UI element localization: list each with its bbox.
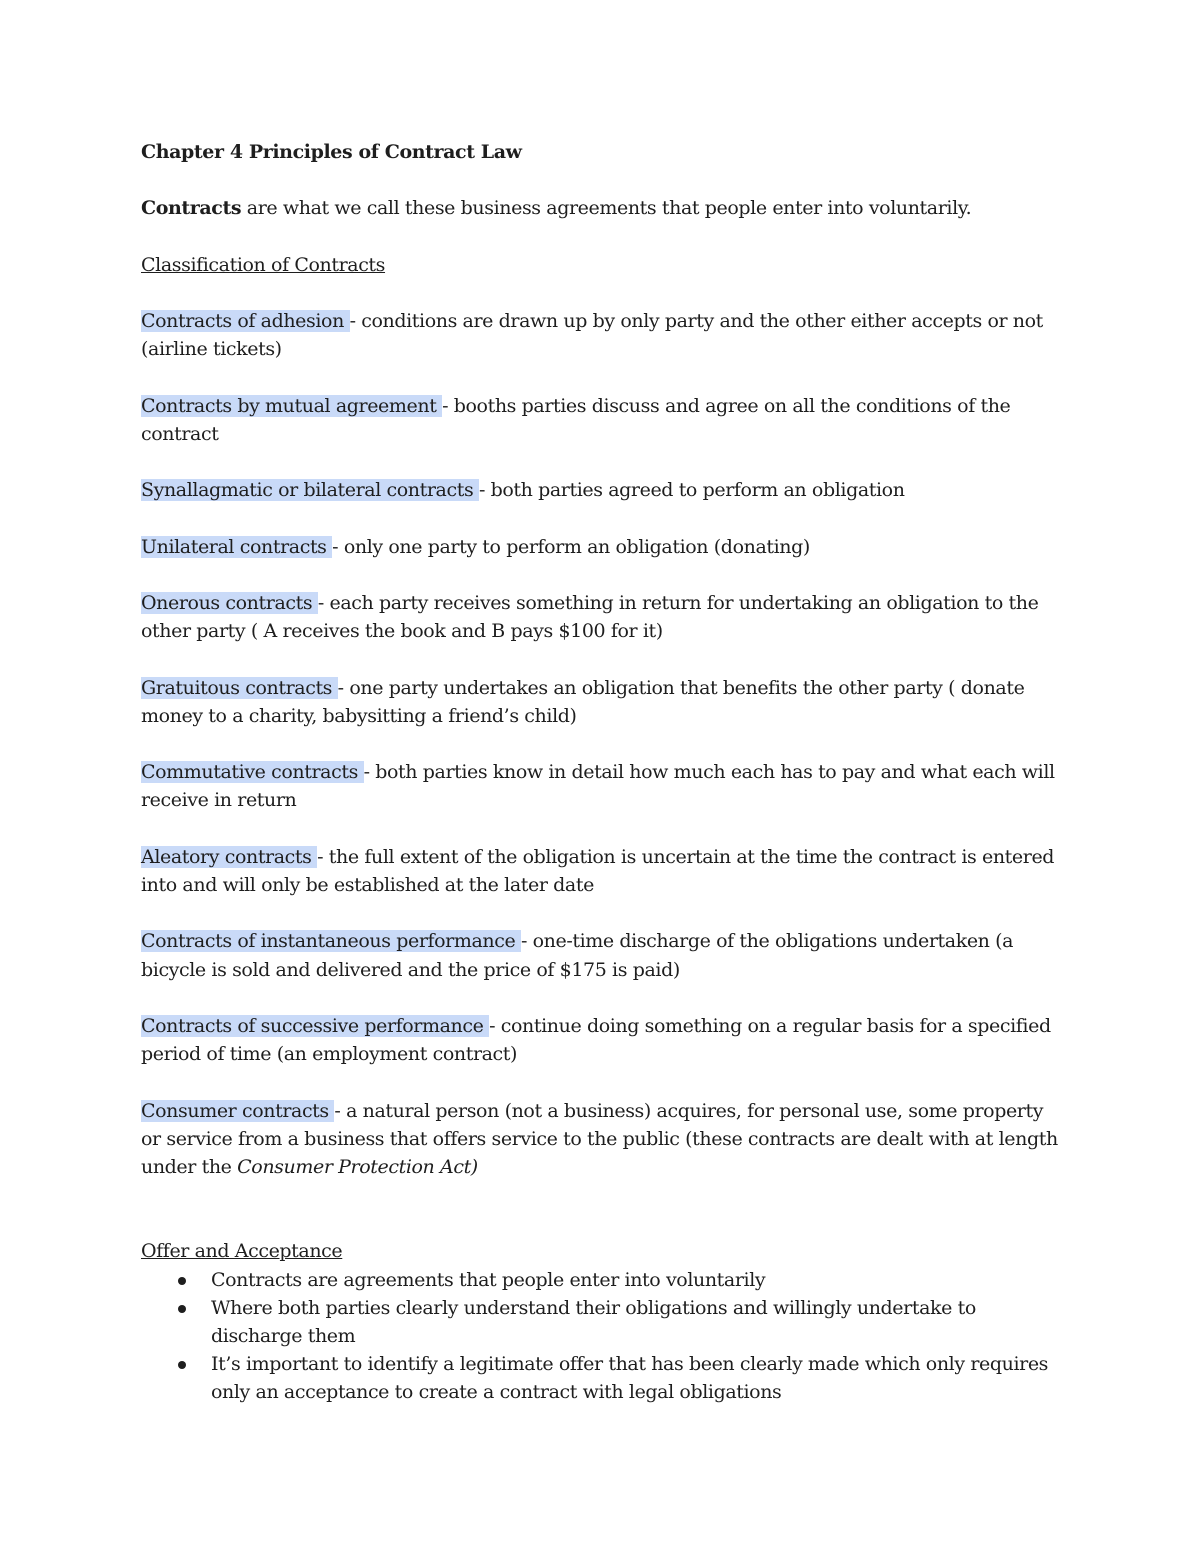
classification-item xyxy=(141,307,1061,363)
classification-definition: - one-time discharge of the obligations undertaken (a bicycle is sold and delivered and the price of $175 is paid) xyxy=(141,930,1014,981)
classification-item xyxy=(141,927,1061,983)
classification-heading: Classification of Contracts xyxy=(141,253,386,276)
list-item xyxy=(141,1294,1061,1350)
classification-definition: - each party receives something in return for undertaking an obligation to the other party ( A receives the book and B pays $100 for it) xyxy=(141,591,1039,643)
bullet-text: Contracts are agreements that people enter into voluntarily xyxy=(211,1268,766,1291)
blank-line xyxy=(141,1209,1061,1237)
classification-item xyxy=(141,589,1061,645)
offer-bullet-list xyxy=(141,1266,1061,1407)
classification-item xyxy=(141,1097,1061,1182)
offer-heading: Offer and Acceptance xyxy=(141,1240,343,1263)
page-title: Chapter 4 Principles of Contract Law xyxy=(141,141,522,163)
intro-paragraph xyxy=(141,194,1061,222)
bullet-icon xyxy=(178,1277,186,1285)
classification-definition: - conditions are drawn up by only party and the other either accepts or not (airline tickets) xyxy=(141,309,1043,361)
bullet-icon xyxy=(178,1361,186,1369)
classification-term: Contracts of adhesion xyxy=(141,309,350,332)
classification-item xyxy=(141,533,1061,561)
classification-definition: - both parties agreed to perform an obligation xyxy=(478,479,905,502)
classification-term: Unilateral contracts xyxy=(141,535,333,558)
classification-term: Commutative contracts xyxy=(141,761,364,784)
bullet-icon xyxy=(178,1305,186,1313)
classification-item xyxy=(141,1012,1061,1068)
classification-item xyxy=(141,758,1061,814)
classification-term: Onerous contracts xyxy=(141,591,318,614)
classification-term: Contracts of successive performance xyxy=(141,1014,490,1037)
list-item xyxy=(141,1350,1061,1406)
classification-definition: - both parties know in detail how much each has to pay and what each will receive in return xyxy=(141,761,1055,812)
intro-term: Contracts xyxy=(141,197,242,220)
list-item xyxy=(141,1266,1061,1294)
act-name: Consumer Protection Act) xyxy=(237,1155,478,1178)
classification-term: Gratuitous contracts xyxy=(141,676,338,699)
classification-term: Synallagmatic or bilateral contracts xyxy=(141,479,479,502)
classification-term: Contracts by mutual agreement xyxy=(141,394,443,417)
classification-term: Consumer contracts xyxy=(141,1099,335,1122)
document-page xyxy=(141,138,1061,1407)
bullet-text: Where both parties clearly understand their obligations and willingly undertake to discharge them xyxy=(211,1296,976,1347)
classification-item xyxy=(141,674,1061,730)
classification-definition: - a natural person (not a business) acquires, for personal use, some property or service from a business that offers service to the public (these contracts are dealt with at length under the xyxy=(141,1099,1058,1178)
classification-definition: - the full extent of the obligation is uncertain at the time the contract is entered into and will only be established at the later date xyxy=(141,845,1055,896)
classification-item xyxy=(141,476,1061,504)
classification-item xyxy=(141,392,1061,448)
classification-definition: - continue doing something on a regular basis for a specified period of time (an employment contract) xyxy=(141,1014,1051,1066)
bullet-text: It’s important to identify a legitimate offer that has been clearly made which only requires only an acceptance to create a contract with legal obligations xyxy=(211,1353,1049,1404)
classification-term: Contracts of instantaneous performance xyxy=(141,930,521,953)
intro-text: are what we call these business agreements that people enter into voluntarily. xyxy=(241,197,972,220)
classification-item xyxy=(141,843,1061,899)
classification-definition: - booths parties discuss and agree on all the conditions of the contract xyxy=(141,394,1011,445)
classification-term: Aleatory contracts xyxy=(141,845,318,868)
classification-definition: - only one party to perform an obligation (donating) xyxy=(332,535,810,558)
classification-definition: - one party undertakes an obligation that benefits the other party ( donate money to a charity, babysitting a friend’s child) xyxy=(141,676,1025,727)
